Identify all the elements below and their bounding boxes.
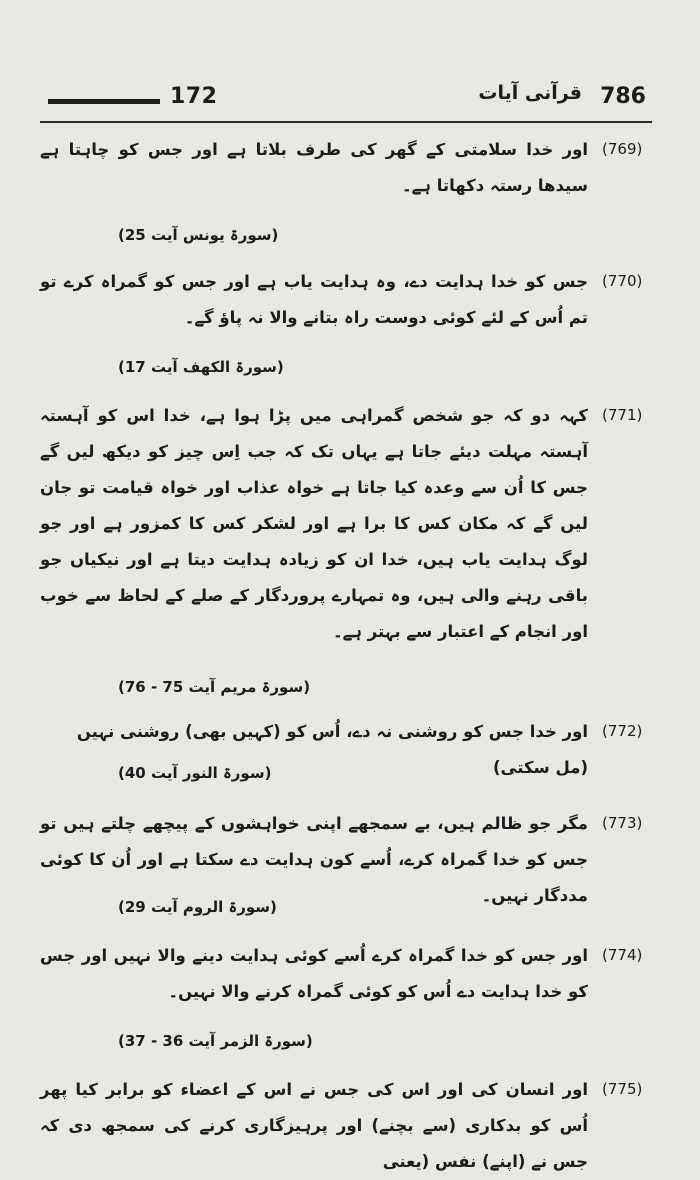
verse-reference: (سورۃ الکھف آیت 17) [118,358,284,376]
verse-number: (769) [602,140,643,158]
verse-number: (772) [602,722,643,740]
verse-text: اور خدا جس کو روشنی نہ دے، اُس کو (کہیں بھی) روشنی نہیں (مل سکتی) [76,722,588,777]
verse-reference: (سورۃ النور آیت 40) [118,764,272,782]
verse-reference: (سورۃ مریم آیت 75 - 76) [118,678,311,696]
verse-text: مگر جو ظالم ہیں، بے سمجھے اپنی خواہشوں کے پیچھے چلتے ہیں تو جس کو خدا گمراہ کرے، اُسے کون ہدایت دے سکتا ہے اور اُن کا کوئی مددگار نہیں۔ [40,814,588,905]
page-header [40,84,650,120]
verse-text: اور جس کو خدا گمراہ کرے اُسے کوئی ہدایت دینے والا نہیں اور جس کو خدا ہدایت دے اُس کو کوئی گمراہ کرنے والا نہیں۔ [40,946,588,1001]
verse-number: (775) [602,1080,643,1098]
verse-text: کہہ دو کہ جو شخص گمراہی میں پڑا ہوا ہے، خدا اس کو آہستہ آہستہ مہلت دیئے جاتا ہے یہاں تک کہ جب اِس چیز کو دیکھ لیں گے جس کا اُن سے وعدہ کیا جاتا ہے خواہ عذاب اور خواہ قیامت تو جان لیں گے کہ مکان کس کا برا ہے اور لشکر کس کا کمزور ہے اور جو لوگ ہدایت یاب ہیں، خدا ان کو زیادہ ہدایت دیتا ہے اور نیکیاں جو باقی رہنے والی ہیں، وہ تمہارے پروردگار کے صلے کے لحاظ سے خوب اور انجام کے اعتبار سے بہتر ہے۔ [40,406,588,641]
verse-number: (771) [602,406,643,424]
header-divider [40,121,652,123]
verse-text: اور انسان کی اور اس کی جس نے اس کے اعضاء کو برابر کیا پھر اُس کو بدکاری (سے بچنے) اور پرہیزگاری کرنے کی سمجھ دی کہ جس نے (اپنے) نفس (یعنی [40,1080,588,1171]
section-title: قرآنی آیات [478,82,582,104]
verse-number: (773) [602,814,643,832]
verse-reference: (سورۃ یونس آیت 25) [118,226,279,244]
verse-reference: (سورۃ الزمر آیت 36 - 37) [118,1032,313,1050]
verse-reference: (سورۃ الروم آیت 29) [118,898,277,916]
verse-number: (770) [602,272,643,290]
header-rule [48,99,160,104]
page-number-right: 786 [600,84,646,109]
verse-number: (774) [602,946,643,964]
verse-text: جس کو خدا ہدایت دے، وہ ہدایت یاب ہے اور جس کو گمراہ کرے تو تم اُس کے لئے کوئی دوست راہ بتانے والا نہ پاؤ گے۔ [40,272,588,327]
page-number-left: 172 [170,84,218,109]
verse-text: اور خدا سلامتی کے گھر کی طرف بلاتا ہے اور جس کو چاہتا ہے سیدھا رستہ دکھاتا ہے۔ [40,140,588,195]
